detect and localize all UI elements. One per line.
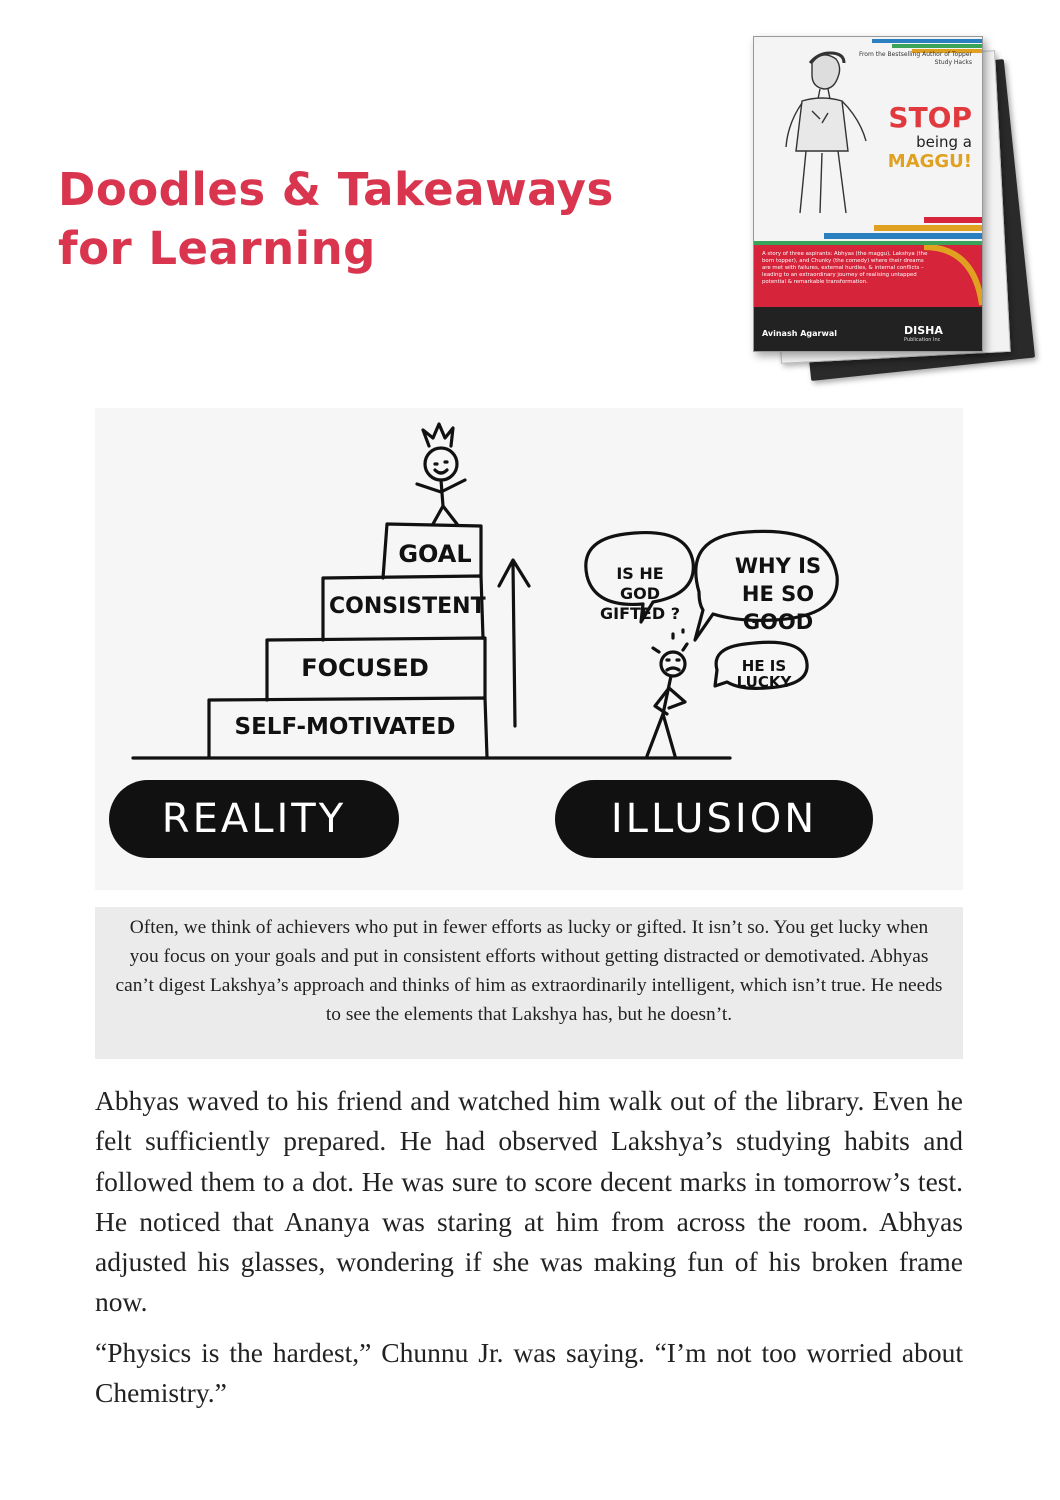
- stair-label-goal: GOAL: [398, 540, 472, 568]
- book-publisher-sub: Publication Inc: [904, 337, 941, 343]
- page-title: [58, 160, 698, 278]
- body-paragraph-1: Abhyas waved to his friend and watched him walk out of the library. Even he felt sufficiently prepared. He had observed Lakshya’s studying habits and followed them to a dot. He was sure to score decent marks in tomorrow’s test. He noticed that Ananya was staring at him from across the room. Abhyas adjusted his glasses, wondering if she was making fun of his broken frame now.: [95, 1085, 963, 1318]
- book-yellow-arc: [924, 245, 983, 307]
- doodle-caption: Often, we think of achievers who put in fewer efforts as lucky or gifted. It isn’t so. You get lucky when you focus on your goals and put in consistent efforts without getting distracted or demotivated. Abhyas can’t digest Lakshya’s approach and thinks of him as extraordinarily intelligent, which isn’t true. He needs to see the elements that Lakshya has, but he doesn’t.: [95, 907, 963, 1059]
- book-author: Avinash Agarwal: [762, 329, 837, 338]
- goal-stick-figure: [417, 424, 465, 524]
- book-publisher-logo: DISHA: [904, 324, 943, 337]
- book-title-being: being a: [916, 133, 972, 151]
- book-front-cover: [753, 36, 983, 352]
- reality-label: REALITY: [161, 796, 347, 842]
- reality-illusion-doodle: [95, 408, 963, 890]
- body-paragraph-2: “Physics is the hardest,” Chunnu Jr. was saying. “I’m not too worried about Chemistry.”: [95, 1337, 963, 1409]
- page-title-line-2: for Learning: [58, 222, 376, 275]
- illusion-label: ILLUSION: [610, 796, 818, 842]
- book-title-maggu: MAGGU!: [887, 151, 972, 172]
- book-cover: [735, 18, 1035, 388]
- book-blurb: A story of three aspirants: Abhyas (the maggu), Lakshya (the born topper), and Chunky (the comedy) where their dreams are met with failures, external hurdles, & internal conflicts – leading to an extraordinary journey of realising untapped potential & remarkable transformation.: [762, 251, 928, 285]
- stair-label-self-motivated: SELF-MOTIVATED: [234, 714, 456, 740]
- illusion-stick-figure: [647, 644, 687, 756]
- stair-label-consistent: CONSISTENT: [329, 594, 486, 619]
- book-title-stop: STOP: [888, 101, 972, 134]
- up-arrow: [499, 560, 529, 726]
- book-top-note: From the Bestselling Author of Topper Study Hacks: [858, 51, 972, 66]
- bubble-text-why-so-good: WHY IS HE SO GOOD: [734, 554, 822, 634]
- book-title: [842, 103, 972, 173]
- stair-label-focused: FOCUSED: [301, 654, 429, 682]
- bubble-text-lucky: HE IS LUCKY: [736, 657, 792, 691]
- page-title-line-1: Doodles & Takeaways: [58, 163, 614, 216]
- bubble-text-god-gifted: IS HE GOD GIFTED ?: [600, 564, 680, 623]
